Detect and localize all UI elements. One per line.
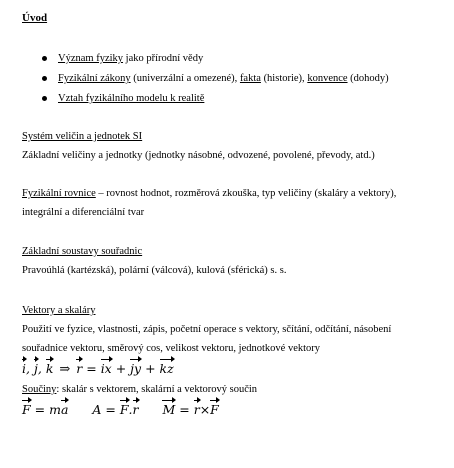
acceleration-vector-a: a [61,399,68,421]
si-heading: Systém veličin a jednotek SI [22,131,143,142]
force-vector-f-2: F [120,399,129,421]
moment-vector-m: M [162,399,175,421]
coordinates-section [22,242,447,280]
position-vector-formula: i, j, k ⇒ r = ix + jy + kz [22,358,447,380]
bullet-text: (historie), [260,73,308,84]
coordinates-text: Pravoúhlá (kartézská), polární (válcová), kulová (sférická) s. s. [22,265,287,276]
bullet-text: jako přírodní vědy [123,53,204,64]
unit-vector-k: k [46,358,54,380]
position-vector-r: r [76,358,82,380]
products-text: : skalár s vektorem, skalární a vektorový součin [56,384,258,395]
bullet-link-text: Vztah fyzikálního modelu k realitě [58,93,205,104]
work-scalar-a: A [92,402,102,417]
bullet-text: (dohody) [347,73,389,84]
bullet-icon [42,96,47,101]
vectors-section [22,301,447,421]
term-ix: ix [101,358,112,380]
equations-text-2: integrální a diferenciální tvar [22,207,145,218]
term-kz: kz [160,358,174,380]
bullet-link-text: Význam fyziky [58,53,124,64]
bullet-item [40,72,389,92]
bullet-item [40,52,389,72]
bullet-link-text: Fyzikální zákony [58,73,131,84]
page-title: Úvod [22,12,48,24]
vectors-text-2: souřadnice vektoru, směrový cos, velikost vektoru, jednotkové vektory [22,343,321,354]
unit-vector-i: i [22,358,26,380]
implies-arrow-icon: ⇒ [59,362,71,377]
products-heading: Součiny [22,384,57,395]
bullet-item [40,92,389,112]
vectors-heading: Vektory a skaláry [22,305,96,316]
product-formulas: F = ma A = F.r M = r×F [22,399,447,421]
si-section [22,127,447,165]
vectors-text-1: Použití ve fyzice, vlastnosti, zápis, početní operace s vektory, sčítání, odčítání, násobení [22,324,392,335]
cross-product-icon: × [199,402,211,417]
intro-bullet-list [40,52,389,112]
equations-text: – rovnost hodnot, rozměrová zkouška, typ veličiny (skaláry a vektory), [95,188,397,199]
bullet-text: (univerzální a omezené), [130,73,240,84]
si-text: Základní veličiny a jednotky (jednotky násobné, odvozené, povolené, převody, atd.) [22,150,375,161]
bullet-link-text: fakta [239,73,261,84]
bullet-icon [42,56,47,61]
bullet-link-text: konvence [307,73,348,84]
equations-heading: Fyzikální rovnice [22,188,96,199]
force-vector-f: F [22,399,31,421]
position-vector-r-2: r [133,399,139,421]
equations-section [22,184,447,222]
term-jy: jy [130,358,141,380]
bullet-icon [42,76,47,81]
coordinates-heading: Základní soustavy souřadnic [22,246,143,257]
position-vector-r-3: r [194,399,200,421]
force-vector-f-3: F [210,399,219,421]
unit-vector-j: j [34,358,38,380]
